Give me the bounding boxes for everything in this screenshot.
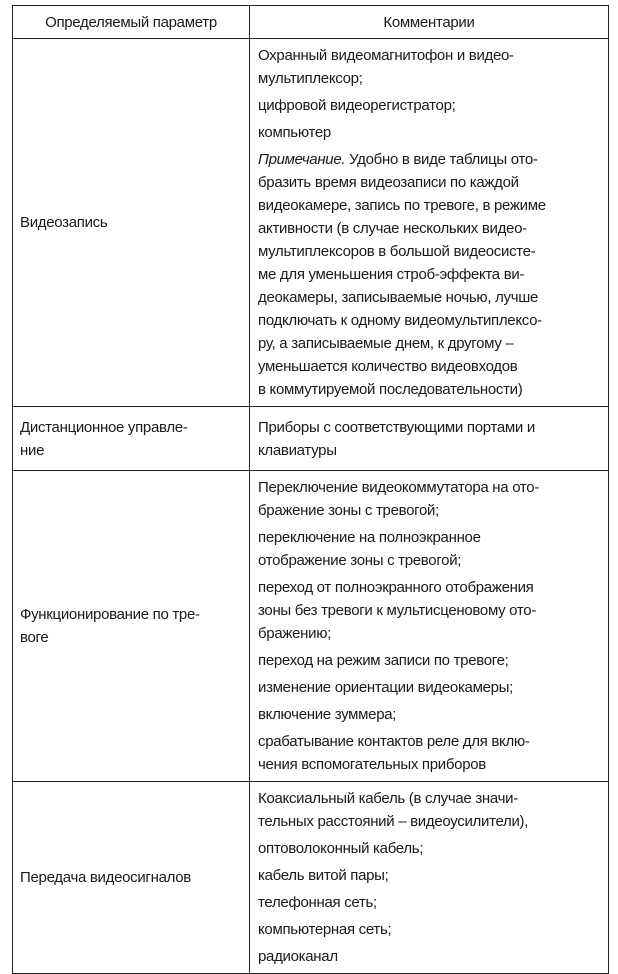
table-row bbox=[13, 39, 609, 407]
comment-line: Приборы с соответствующими портами и клавиатуры bbox=[258, 418, 535, 459]
comment-line: компьютерная сеть; bbox=[258, 921, 392, 938]
parameter-text: Функционирование по тре- воге bbox=[20, 606, 200, 646]
header-comments: Комментарии bbox=[250, 6, 609, 39]
comment-line: телефонная сеть; bbox=[258, 894, 377, 911]
comment-line: переход на режим записи по тревоге; bbox=[258, 652, 509, 669]
parameter-cell bbox=[13, 471, 250, 782]
parameter-cell bbox=[13, 407, 250, 471]
comment-line: оптоволоконный кабель; bbox=[258, 840, 424, 857]
parameters-table bbox=[12, 5, 609, 974]
comment-line: Переключение видеокоммутатора на ото- бражение зоны с тревогой; bbox=[258, 479, 540, 519]
note-label: Примечание. bbox=[258, 151, 346, 168]
comment-line: срабатывание контактов реле для вклю- чения вспомогательных приборов bbox=[258, 733, 530, 773]
header-row bbox=[13, 6, 609, 39]
comments-cell bbox=[250, 39, 609, 407]
parameter-text: Дистанционное управле- ние bbox=[20, 418, 188, 459]
note bbox=[258, 148, 600, 401]
comment-line: включение зуммера; bbox=[258, 706, 397, 723]
parameter-text: Видеозапись bbox=[20, 214, 108, 231]
comments-cell bbox=[250, 407, 609, 471]
comment-line: кабель витой пары; bbox=[258, 867, 389, 884]
comment-line: Коаксиальный кабель (в случае значи- тельных расстояний – видеоусилители), bbox=[258, 790, 529, 830]
note-text: Удобно в виде таблицы ото- бразить время видеозаписи по каждой видеокамере, запись по тревоге, в режиме активности (в случае нескольких видео- мультиплексоров в большой видеосисте- ме для уменьшения строб-эффекта ви- деокамеры, записываемые ночью, лучше подключать к одному видеомультиплексо- ру, а записываемые днем, к другому – уменьшается количество видеовходов в коммутируемой последовательности) bbox=[258, 151, 546, 398]
table-row bbox=[13, 471, 609, 782]
table-row bbox=[13, 407, 609, 471]
header-parameter: Определяемый параметр bbox=[13, 6, 250, 39]
table-row bbox=[13, 782, 609, 974]
comment-line: радиоканал bbox=[258, 948, 338, 965]
parameter-cell bbox=[13, 782, 250, 974]
comment-line: переключение на полноэкранное отображение зоны с тревогой; bbox=[258, 529, 481, 569]
comments-cell bbox=[250, 782, 609, 974]
comment-line: переход от полноэкранного отображения зоны без тревоги к мультисценовому ото- бражению; bbox=[258, 579, 537, 642]
comments-cell bbox=[250, 471, 609, 782]
comment-line: Охранный видеомагнитофон и видео- мультиплексор; bbox=[258, 47, 514, 87]
parameter-cell bbox=[13, 39, 250, 407]
parameter-text: Передача видеосигналов bbox=[20, 869, 191, 886]
comment-line: цифровой видеорегистратор; bbox=[258, 97, 456, 114]
comment-line: изменение ориентации видеокамеры; bbox=[258, 679, 514, 696]
comment-line: компьютер bbox=[258, 124, 331, 141]
